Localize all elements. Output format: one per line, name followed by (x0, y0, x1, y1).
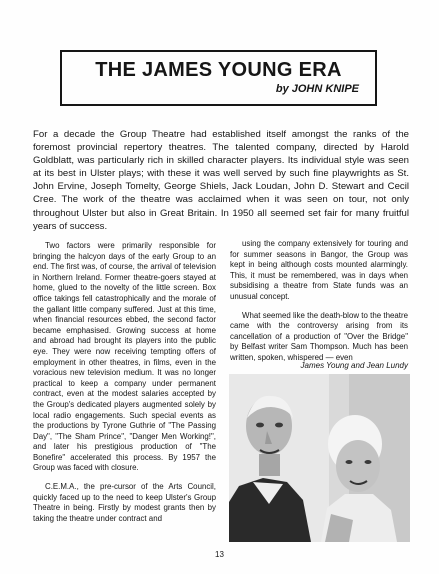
body-paragraph: C.E.M.A., the pre-cursor of the Arts Council, quickly faced up to the need to keep Ulster's Group Theatre in being. Firstly by modest grants then by taking the theatre under contract and (33, 482, 216, 523)
intro-paragraph: For a decade the Group Theatre had established itself amongst the ranks of the foremost provincial repertory theatres. The talented company, directed by Harold Goldblatt, was particularly rich in skilled character players. Its individual style was seen at its best in Ulster plays; with these it was well served by such fine playwrights as St. John Ervine, Joseph Tomelty, George Shiels, Jack Loudan, John D. Stewart and Cecil Cree. The work of the theatre was acclaimed when it was seen on tour, not only throughout Ulster but also in Great Britain. In 1950 all seemed set fair for many fruitful years of success. (33, 129, 409, 232)
photo-james-young-and-jean-lundy (229, 374, 410, 542)
title-box (60, 50, 377, 106)
article-byline: by JOHN KNIPE (275, 83, 359, 95)
photo-illustration (229, 374, 410, 542)
page-number: 13 (215, 550, 224, 559)
photo-caption: James Young and Jean Lundy (300, 361, 408, 370)
right-column (230, 239, 408, 364)
body-paragraph: What seemed like the death-blow to the theatre came with the controversy arising from its cancellation of a production of "Over the Bridge" by Belfast writer Sam Thompson. Much has been written, spoken, whispered — even (230, 310, 408, 362)
body-paragraph: Two factors were primarily responsible for bringing the halcyon days of the early Group to an end. The first was, of course, the arrival of television in Northern Ireland. Former theatre-goers stayed at home, glued to the novelty of the little screen. Box office takings fell catastrophically and the morale of the gallant little company suffered. Just at this time, when financial resources ebbed, the second factor became emphasised. Growing success at home and abroad had brought its players into the public eye. They were now receiving tempting offers of employment in other theatres, in films, even in the voracious new television medium. It was no longer practical to keep a company under permanent contract, even at the modest salaries accepted by the Group's dedicated players augmented solely by local radio engagements. Such special events as the productions by Tyrone Guthrie of "The Passing Day", "The Sham Prince", "Danger Men Working!", and later his prestigious production of "The Bonefire" accelerated this process. By 1957 the Group was faced with closure. (33, 241, 216, 473)
article-title: THE JAMES YOUNG ERA (95, 59, 342, 81)
body-paragraph: using the company extensively for touring and for summer seasons in Bangor, the Group was kept in being although costs mounted alarmingly. This, it must be remembered, was in days when subsidising a theatre from State funds was an unusual concept. (230, 239, 408, 301)
left-column (33, 241, 216, 524)
